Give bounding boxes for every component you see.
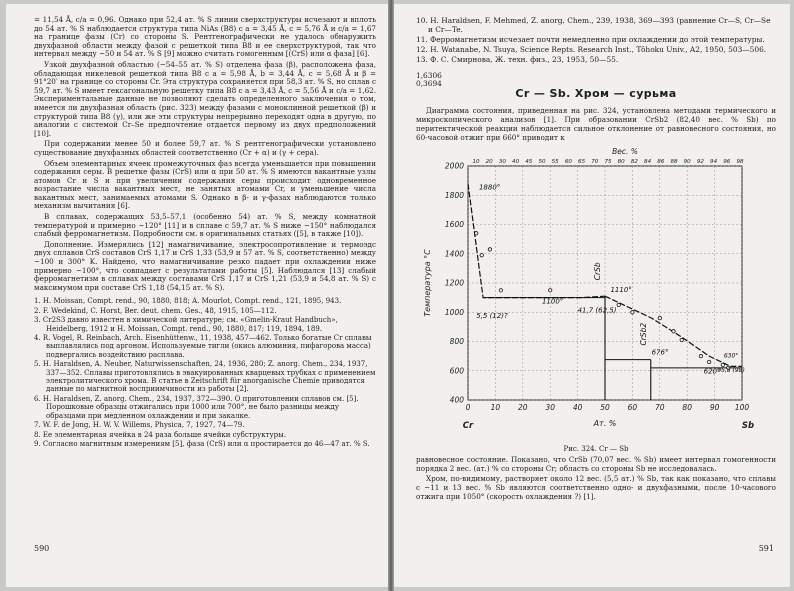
- chart-annotation: 95,8 (98): [717, 367, 745, 375]
- chart-annotation: 630°: [723, 352, 739, 360]
- data-point: [680, 338, 683, 341]
- data-point: [475, 231, 478, 234]
- x-tick-label: 60: [627, 402, 638, 412]
- reference-item: 8. Ее элементарная ячейка в 24 раза больше ячейки субструктуры.: [34, 430, 286, 439]
- data-point: [549, 288, 552, 291]
- right-references: [416, 16, 776, 64]
- data-point: [631, 310, 634, 313]
- data-point: [699, 354, 702, 357]
- y-tick-label: 1400: [444, 249, 464, 259]
- data-point: [499, 288, 502, 291]
- reference-item: 1. H. Moissan, Compt. rend., 90, 1880, 818; A. Mourlot, Compt. rend., 121, 1895, 943.: [34, 297, 342, 306]
- page-number: 591: [758, 544, 774, 553]
- top-tick-label: 88: [670, 158, 678, 165]
- top-tick-label: 86: [657, 158, 665, 165]
- phase-diagram-figure: [416, 144, 776, 444]
- left-paragraph: Узкой двухфазной областью (~54–55 ат. % S) отделена фаза (β), расположена фаза, обладающая никелевой решеткой типа B8 с a = 5,98 Å, b = 3,44 Å, c = 5,68 Å и β = 91°20′ на границе со стороны Cr. Эта структура сохраняется при 58,3 ат. % S, но сплав с 59,7 ат. % S имеет гексагональную решетку типа B8 с a = 3,43 Å, c = 5,56 Å и c/a = 1,62. Экспериментальные данные не позволяют сделать определенного заключения о том, имеется ли двухфазная область (рис. 323) между фазами с моноклинной решеткой (β) и структурой типа B8 (γ), или же эти структуры непрерывно переходят одна в другую, по аналогии с системой Cr–Se предпочтение отдается первому из двух предположений [10].: [34, 59, 376, 138]
- top-tick-label: 65: [578, 158, 586, 165]
- x-tick-label: 0: [465, 402, 471, 412]
- reference-item: 2. F. Wedekind, C. Horst, Ber. deut. chem. Ges., 48, 1915, 105—112.: [34, 306, 277, 315]
- data-point: [658, 316, 661, 319]
- y-tick-label: 1800: [444, 190, 464, 200]
- phase-label: CrSb: [593, 262, 602, 281]
- x-axis-label: Ат. %: [593, 418, 617, 428]
- top-tick-label: 96: [723, 158, 731, 165]
- endpoint-label-cr: Cr: [462, 420, 474, 431]
- y-tick-label: 800: [449, 336, 464, 346]
- liquidus-line: [468, 183, 605, 297]
- data-point: [480, 253, 483, 256]
- x-tick-label: 90: [709, 402, 720, 412]
- top-axis-label: Вес. %: [612, 146, 638, 156]
- chart-annotation: 41,7 (62,5): [577, 306, 617, 315]
- top-tick-label: 94: [710, 158, 718, 165]
- top-tick-label: 30: [498, 158, 506, 165]
- x-tick-label: 80: [682, 402, 692, 412]
- reference-item: 11. Ферромагнетизм исчезает почти немедленно при охлаждении до этой температуры.: [416, 35, 765, 44]
- top-tick-label: 50: [538, 158, 546, 165]
- chart-annotation: 1100°: [541, 297, 564, 306]
- top-tick-label: 60: [564, 158, 572, 165]
- data-point: [707, 360, 710, 363]
- endpoint-label-sb: Sb: [741, 420, 755, 431]
- data-point: [617, 303, 620, 306]
- section-title: Cr — Sb. Хром — сурьма: [515, 86, 677, 100]
- top-tick-label: 20: [485, 158, 493, 165]
- chart-annotation: 5,5 (12)?: [476, 311, 508, 320]
- reference-item: 5. H. Haraldsen, A. Neuber, Naturwissenschaften, 24, 1936, 280; Z. anorg. Chem., 234, 1937, 337—352. Сплавы приготовлялись в эвакуированных кварцевых трубках с применением электролитического хрома. В статье в Zeitschrift für anorganische Chemie приводятся данные по магнитной восприимчивости из работы [2].: [34, 360, 376, 394]
- chart-annotation: 620°: [703, 367, 721, 376]
- x-tick-label: 30: [545, 402, 555, 412]
- body-paragraph: Хром, по-видимому, растворяет около 12 вес. (5,5 ат.) % Sb, так как показано, что сплавы с ~11 и 13 вес. % Sb являются соответственно одно- и двухфазными, после 10-часового отжига при 1050° (скорость охлаждения ?) [1].: [416, 473, 776, 501]
- chart-annotation: 1880°: [478, 183, 501, 192]
- left-page: [6, 4, 388, 587]
- left-paragraph: = 11,54 Å, c/a = 0,96. Однако при 52,4 ат. % S линии сверхструктуры исчезают и вплоть до 54 ат. % S наблюдается структура типа NiAs (B8) с a = 3,45 Å, c = 5,76 Å и c/a = 1,67 на границе фазы (Cr) со стороны S. Рентгенографически не удалось обнаружить двухфазной области между фазой с решеткой типа B8 и ее сверхструктурой, так что интервал между ~50 и 54 ат. % S [9] можно считать гомогенным [(CrS) или α фаза] [6].: [34, 15, 376, 59]
- top-tick-label: 55: [551, 158, 559, 165]
- reference-item: 10. H. Haraldsen, F. Mehmed, Z. anorg. Chem., 239, 1938, 369—393 (равнение Cr—S, Cr—Se и Cr—Te.: [416, 16, 771, 34]
- chart-annotation: 1110°: [610, 285, 632, 294]
- left-paragraph: В сплавах, содержащих 53,5–57,1 (особенно 54) ат. % S, между комнатной температурой и примерно ~120° [11] и в сплаве с 59,7 ат. % S ниже ~150° наблюдался слабый ферромагнетизм. Подробности см. в оригинальных статьях ([5], в также [10]).: [34, 212, 376, 239]
- intro-paragraph: Диаграмма состояния, приведенная на рис. 324, установлена методами термического и микроскопического анализов [1]. При образовании CrSb2 (82,40 вес. % Sb) по перитектической реакции наблюдается сильное отклонение от равновесного состояния, но 60-часовой отжиг при 660° приводит к: [416, 105, 776, 142]
- y-tick-label: 2000: [444, 161, 464, 171]
- x-tick-label: 20: [518, 402, 528, 412]
- top-tick-label: 98: [736, 158, 744, 165]
- y-axis-label: Температура °C: [423, 249, 432, 317]
- top-tick-label: 75: [604, 158, 612, 165]
- top-tick-label: 90: [683, 158, 691, 165]
- reference-item: 12. H. Watanabe, N. Tsuya, Science Repts. Research Inst., Tôhoku Univ., A2, 1950, 503—506.: [416, 45, 767, 54]
- top-tick-label: 70: [591, 158, 599, 165]
- top-tick-label: 80: [617, 158, 625, 165]
- y-tick-label: 400: [449, 395, 464, 405]
- left-body: [34, 16, 376, 292]
- top-tick-label: 84: [644, 158, 652, 165]
- top-tick-label: 45: [525, 158, 533, 165]
- top-tick-label: 40: [512, 158, 520, 165]
- reference-item: 7. W. F. de Jong, H. W. V. Willems, Physica, 7, 1927, 74—79.: [34, 421, 245, 430]
- figure-caption: Рис. 324. Cr — Sb: [563, 444, 629, 453]
- chart-annotation: 676°: [651, 348, 669, 357]
- x-tick-label: 50: [600, 402, 610, 412]
- top-tick-label: 82: [630, 158, 638, 165]
- page-number: 590: [34, 544, 50, 553]
- top-tick-label: 92: [696, 158, 704, 165]
- phase-diagram-chart: [416, 144, 776, 444]
- x-tick-label: 100: [734, 402, 750, 412]
- y-tick-label: 1600: [444, 219, 464, 229]
- stamp-line: 0,3694: [416, 79, 442, 89]
- left-references: [34, 297, 376, 448]
- right-page: [394, 4, 790, 587]
- stamp-line: 1,6306: [416, 71, 442, 80]
- left-paragraph: При содержании менее 50 и более 59,7 ат. % S рентгенографически установлено существование двухфазных областей соответственно (Cr + α) и (γ + сера).: [34, 139, 376, 157]
- data-point: [488, 247, 491, 250]
- reference-item: 9. Согласно магнитным измерениям [5], фаза (CrS) или α простирается до 46—47 ат. % S.: [34, 439, 370, 448]
- left-paragraph: Дополнение. Измерялись [12] намагничивание, электросопротивление и термоэдс двух сплавов CrS составов CrS 1,17 и CrS 1,33 (53,9 и 57 ат. % S, соответственно) между ~100 и 300° K. Найдено, что намагничивание резко падает при охлаждении ниже примерно ~100°, что совпадает с результатами работы [5]. Наблюдался [13] слабый ферромагнетизм в сплавах между составами CrS 1,17 и CrS 1,21 (53,9 и 54,8 ат. % S) с максимумом при составе CrS 1,18 (54,15 ат. % S).: [34, 239, 376, 292]
- reference-item: 3. Cr2S3 давно известен в химической литературе; см. «Gmelin-Kraut Handbuch», Heidelberg, 1912 и H. Moissan, Compt. rend., 90, 1880, 817; 119, 1894, 189.: [34, 316, 338, 333]
- left-paragraph: Объем элементарных ячеек промежуточных фаз всегда уменьшается при повышении содержания серы. В решетке фазы (CrS) или α при 50 ат. % S имеются вакантные узлы атомов Cr и S и при увеличении содержания серы происходит одновременное возрастание числа вакантных мест, не занятых атомами Cr, и уменьшение числа вакантных мест, занимаемых атомами S. Однако в β- и γ-фазах наблюдаются только механизм вычитания [6].: [34, 158, 376, 211]
- x-tick-label: 70: [655, 402, 665, 412]
- top-tick-label: 10: [472, 158, 480, 165]
- y-tick-label: 600: [449, 366, 464, 376]
- x-tick-label: 40: [572, 402, 583, 412]
- y-tick-label: 1200: [444, 278, 464, 288]
- data-point: [721, 363, 724, 366]
- phase-label: CrSb2: [638, 322, 648, 346]
- x-tick-label: 10: [490, 402, 501, 412]
- y-tick-label: 1000: [444, 307, 464, 317]
- reference-item: 4. R. Vogel, R. Reinbach, Arch. Eisenhüttenw., 11, 1938, 457—462. Только богатые Cr сплавы выплавлялись под аргоном. Используемые тигли (окись алюминия, пифагорова масса) подвергались воздействию расплава.: [34, 334, 372, 359]
- data-point: [672, 329, 675, 332]
- reference-item: 13. Ф. С. Смирнова, Ж. техн. физ., 23, 1953, 50—55.: [416, 55, 619, 64]
- reference-item: 6. H. Haraldsen, Z. anorg. Chem., 234, 1937, 372—390. О приготовлении сплавов см. [5]. Порошковые образцы отжигались при 1000 или 700°, не было разницы между образцами при медленном охлаждении и при закалке.: [34, 394, 359, 420]
- body-paragraph: равновесное состояние. Показано, что CrSb (70,07 вес. % Sb) имеет интервал гомогенности порядка 2 вес. (ат.) % со стороны Cr; область со стороны Sb не исследовалась.: [416, 454, 776, 473]
